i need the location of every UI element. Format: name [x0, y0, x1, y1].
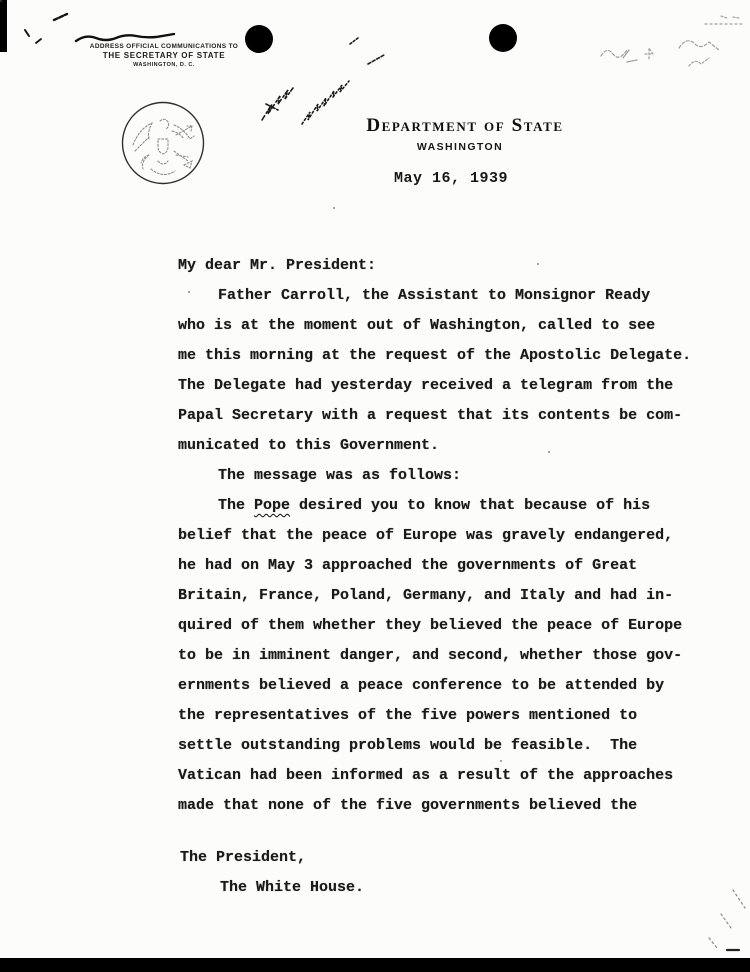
- letter-body: [178, 251, 691, 821]
- scan-speck: [537, 263, 539, 265]
- letter-line: [178, 551, 691, 581]
- letter-line: [178, 581, 691, 611]
- line-text: Britain, France, Poland, Germany, and Italy and had in-: [178, 587, 674, 604]
- address-note-line1: ADDRESS OFFICIAL COMMUNICATIONS TO: [89, 43, 239, 50]
- letterhead-address-note: [64, 43, 264, 68]
- line-text: settle outstanding problems would be feasible. The: [178, 737, 638, 754]
- letter-line: [178, 641, 691, 671]
- scan-speck: [548, 451, 550, 453]
- line-text: he had on May 3 approached the governments of Great: [178, 557, 638, 574]
- line-text: me this morning at the request of the Apostolic Delegate.: [178, 347, 692, 364]
- letter-line: [178, 461, 691, 491]
- letter-line: [178, 371, 691, 401]
- handwritten-cursive-note: [250, 32, 400, 127]
- scan-speck: [500, 760, 502, 762]
- scan-edge-left-bar: [0, 0, 7, 52]
- department-of-state-seal: [120, 100, 206, 186]
- line-text: The: [218, 497, 255, 514]
- seal-eagle-emblem: [133, 119, 194, 174]
- letter-line: [178, 251, 691, 281]
- letter-line: [178, 671, 691, 701]
- line-text: made that none of the five governments believed the: [178, 797, 638, 814]
- pencil-scribbles-top-right: [593, 14, 750, 78]
- department-city: WASHINGTON: [416, 141, 504, 153]
- address-note-line2: THE SECRETARY OF STATE: [102, 51, 226, 60]
- letter-line: [178, 701, 691, 731]
- scan-speck: [188, 291, 190, 293]
- line-text: the representatives of the five powers mentioned to: [178, 707, 638, 724]
- letter-line: [178, 401, 691, 431]
- letter-line: [178, 791, 691, 821]
- letter-line: [178, 431, 691, 461]
- line-text: Papal Secretary with a request that its contents be com-: [178, 407, 683, 424]
- line-text: who is at the moment out of Washington, called to see: [178, 317, 656, 334]
- address-note-line3: WASHINGTON, D. C.: [133, 62, 195, 68]
- scan-edge-bottom-bar: [0, 958, 750, 972]
- letter-line: [178, 491, 691, 521]
- inside-address-line2: The White House.: [220, 879, 365, 896]
- letter-line: [178, 311, 691, 341]
- letter-line: [178, 521, 691, 551]
- hole-punch-right: [489, 24, 517, 52]
- pencil-scribbles-bottom-right: [663, 882, 750, 956]
- scan-speck: [0, 0, 2, 2]
- line-text: Father Carroll, the Assistant to Monsignor Ready: [218, 287, 651, 304]
- inside-address-line1: The President,: [180, 849, 307, 866]
- department-title: Department of State: [366, 115, 564, 136]
- letter-line: [178, 341, 691, 371]
- line-text: ernments believed a peace conference to be attended by: [178, 677, 665, 694]
- line-text: The message was as follows:: [218, 467, 462, 484]
- line-text: Vatican had been informed as a result of the approaches: [178, 767, 674, 784]
- letter-line: [178, 611, 691, 641]
- line-text: municated to this Government.: [178, 437, 440, 454]
- line-text: quired of them whether they believed the peace of Europe: [178, 617, 683, 634]
- letter-inside-address: [180, 843, 364, 903]
- letter-line: [178, 761, 691, 791]
- scan-speck: [333, 207, 335, 209]
- letter-line: [178, 281, 691, 311]
- letter-date: May 16, 1939: [393, 170, 509, 187]
- line-text: The Delegate had yesterday received a telegram from the: [178, 377, 674, 394]
- line-text: My dear Mr. President:: [178, 257, 377, 274]
- line-text: to be in imminent danger, and second, whether those gov-: [178, 647, 683, 664]
- letter-line: [178, 731, 691, 761]
- line-text: desired you to know that because of his: [290, 497, 651, 514]
- underlined-word: Pope: [254, 497, 291, 514]
- line-text: belief that the peace of Europe was gravely endangered,: [178, 527, 674, 544]
